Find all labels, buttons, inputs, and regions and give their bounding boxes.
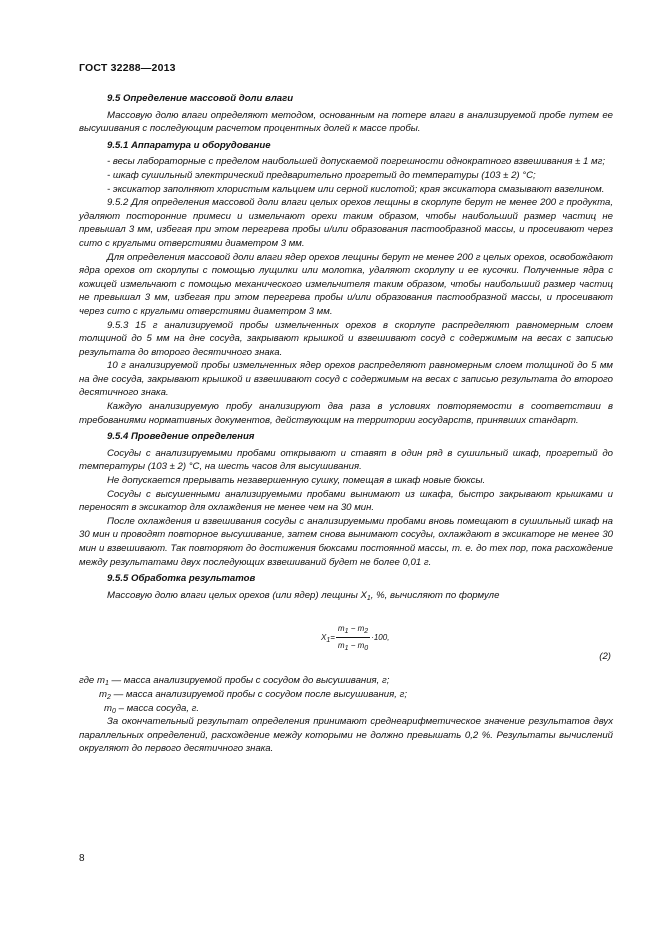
- definition-m0: [79, 702, 613, 716]
- document-header: ГОСТ 32288—2013: [79, 62, 176, 74]
- denominator-m0-sub: 0: [364, 644, 369, 652]
- denominator-m1-sub: 1: [344, 644, 349, 652]
- section-9-5-heading: 9.5 Определение массовой доли влаги: [107, 93, 294, 104]
- equation-number: (2): [599, 651, 611, 663]
- definition-m2: [79, 688, 613, 702]
- section-9-5-2-paragraph-kernels: Для определения массовой доли влаги ядер орехов лещины берут не менее 200 г целых орехов, освобождают ядра орехов от скорлупы с помощью лущилки или молотка, удаляют скорлупу и ее кусочки. Полученные ядра с кожицей измельчают с помощью механического измельчителя таким образом, чтобы наибольший размер частиц не превышал 3 мм, избегая при этом перегрева пробы и/или образования пастообразной массы, и просеивают через сито с круглыми отверстиями диаметром 3 мм.: [79, 251, 613, 317]
- definition-symbol: m: [96, 675, 105, 687]
- numerator-m2-sub: 2: [364, 628, 369, 636]
- section-9-5-4-paragraph-4: После охлаждения и взвешивания сосуды с анализируемыми пробами вновь помещают в сушильный шкаф на 30 мин и проводят повторное высушивание, затем снова вынимают сосуды, охлаждают в эксикаторе не менее 30 мин и взвешивают. Так повторяют до достижения бюксами постоянной массы, т. е. до тех пор, пока расхождение между результатами двух последующих взвешиваний будет не более 0,01 г.: [79, 515, 613, 568]
- numerator-m1-sub: 1: [344, 628, 349, 636]
- definition-prefix: где: [79, 675, 97, 687]
- section-9-5-4-heading: 9.5.4 Проведение определения: [107, 431, 255, 443]
- formula-intro-text-end: , %, вычисляют по формуле: [370, 589, 500, 601]
- numerator-m2: − m: [348, 624, 365, 634]
- section-9-5-4-paragraph-1: Сосуды с анализируемыми пробами открывают и ставят в один ряд в сушильный шкаф, прогретый до температуры (103 ± 2) °С, на шесть часов для высушивания.: [79, 447, 613, 473]
- numerator-m1: m: [337, 624, 345, 634]
- definition-symbol: m: [99, 688, 107, 700]
- formula-lhs-symbol: X: [321, 632, 327, 642]
- section-9-5-5-heading: 9.5.5 Обработка результатов: [107, 573, 256, 585]
- formula-fraction: [336, 622, 370, 652]
- definition-subscript: 0: [112, 707, 116, 715]
- section-9-5-4-paragraph-2: Не допускается прерывать незавершенную сушку, помещая в шкаф новые бюксы.: [107, 475, 486, 487]
- formula-numerator: [336, 622, 370, 638]
- formula-intro-text: Массовую долю влаги целых орехов (или ядер) лещины X: [107, 589, 367, 601]
- section-9-5-1-heading: 9.5.1 Аппаратура и оборудование: [107, 139, 271, 151]
- formula-block: [79, 612, 613, 670]
- formula-lhs-subscript: 1: [326, 636, 331, 644]
- definition-text: — масса анализируемой пробы с сосудом до высушивания, г;: [108, 675, 390, 687]
- formula-definitions: [79, 674, 613, 715]
- formula-denominator: [336, 638, 370, 653]
- section-9-5-4-paragraph-3: Сосуды с высушенными анализируемыми пробами вынимают из шкафа, быстро закрывают крышками и переносят в эксикатор для охлаждения не менее чем на 30 мин.: [79, 488, 613, 514]
- section-9-5-3-paragraph-repeat: Каждую анализируемую пробу анализируют два раза в условиях повторяемости в соответствии в требованиями нормативных документов, действующим на территории государств, принявших стандарт.: [79, 401, 613, 426]
- definition-text: — масса анализируемой пробы с сосудом после высушивания, г;: [110, 688, 407, 700]
- denominator-m1: m: [337, 640, 345, 650]
- final-result-paragraph: За окончательный результат определения принимают среднеарифметическое значение результатов двух параллельных определений, расхождение между которыми не должно превышать 0,2 %. Результаты вычислений округляют до первого десятичного знака.: [79, 716, 613, 755]
- formula-equals: =: [330, 632, 335, 642]
- document-body: [79, 92, 613, 756]
- definition-symbol: m: [104, 702, 112, 714]
- section-9-5-paragraph: Массовую долю влаги определяют методом, основанным на потере влаги в анализируемой пробе путем ее высушивания с последующим расчетом процентных долей к массе пробы.: [79, 109, 613, 135]
- equipment-item-scales: - весы лабораторные с пределом наибольшей допускаемой погрешности однократного взвешивания ± 1 мг;: [107, 156, 606, 168]
- section-9-5-3-paragraph-kernels: 10 г анализируемой пробы измельченных ядер орехов распределяют равномерным слоем толщиной до 5 мм на дне сосуда, закрывают крышкой и взвешивают сосуд с содержимым на весах с записью результата до второго десятичного знака.: [79, 360, 613, 399]
- formula-lhs: [321, 631, 330, 645]
- formula-multiplier: ·100,: [371, 632, 390, 642]
- definition-m1: [79, 674, 613, 688]
- equipment-item-oven: - шкаф сушильный электрический предварительно прогретый до температуры (103 ± 2) °С;: [107, 169, 536, 181]
- section-9-5-2-paragraph: 9.5.2 Для определения массовой доли влаги целых орехов лещины в скорлупе берут не менее 200 г продукта, удаляют посторонние примеси и измельчают орехи таким образом, чтобы наибольший размер частиц не превышал 3 мм, избегая при этом перегрева пробы и/или образования пастообразной массы, и просеивают через сито с круглыми отверстиями диаметром 3 мм.: [79, 197, 613, 249]
- definition-text: – масса сосуда, г.: [115, 702, 200, 714]
- formula-intro-subscript: 1: [366, 594, 371, 602]
- denominator-m0: − m: [348, 640, 365, 650]
- section-9-5-3-paragraph: 9.5.3 15 г анализируемой пробы измельченных орехов в скорлупе распределяют равномерным слоем толщиной до 5 мм на дне сосуда, закрывают крышкой и взвешивают сосуд с содержимым на весах с записью результата до второго десятичного знака.: [79, 319, 613, 358]
- page-number: 8: [79, 853, 85, 864]
- definition-subscript: 2: [107, 693, 111, 701]
- equipment-item-desiccator: - эксикатор заполняют хлористым кальцием или серной кислотой; края эксикатора смазывают вазелином.: [107, 183, 605, 195]
- moisture-formula: [321, 622, 389, 652]
- formula-intro: [79, 589, 613, 603]
- definition-subscript: 1: [104, 680, 109, 688]
